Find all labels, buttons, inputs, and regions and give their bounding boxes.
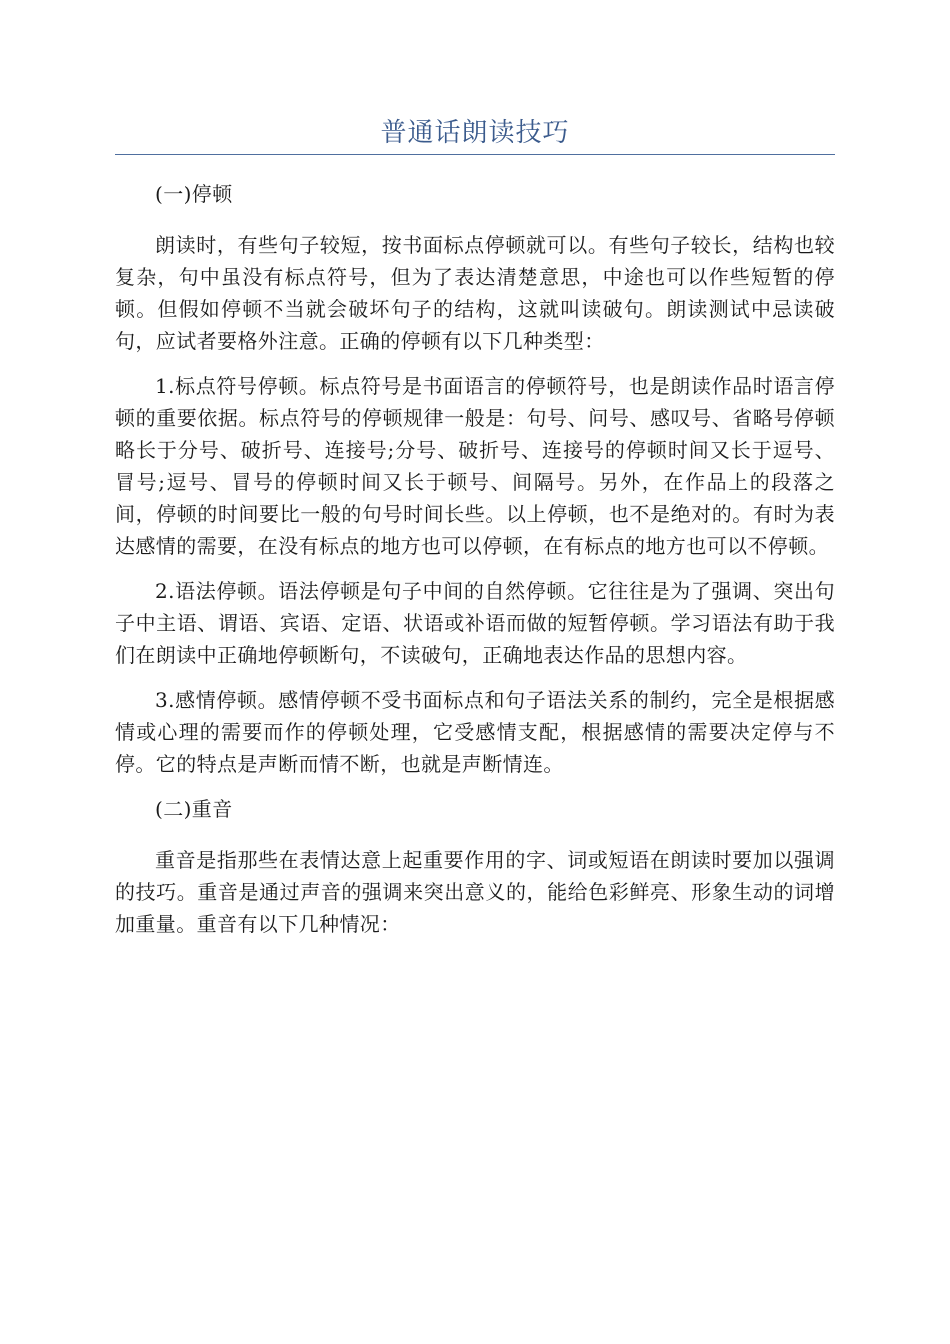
paragraph-stress-intro: 重音是指那些在表情达意上起重要作用的字、词或短语在朗读时要加以强调的技巧。重音是通过声音的强调来突出意义的，能给色彩鲜亮、形象生动的词增加重量。重音有以下几种情况： [115,848,835,936]
section-heading-pause: (一)停顿 [155,182,233,206]
document-title: 普通话朗读技巧 [380,118,570,148]
title-underline [115,154,835,155]
paragraph-punctuation-pause: 1.标点符号停顿。标点符号是书面语言的停顿符号，也是朗读作品时语言停顿的重要依据。标点符号的停顿规律一般是：句号、问号、感叹号、省略号停顿略长于分号、破折号、连接号;分号、破折号、连接号的停顿时间又长于逗号、冒号;逗号、冒号的停顿时间又长于顿号、间隔号。另外，在作品上的段落之间，停顿的时间要比一般的句号时间长些。以上停顿，也不是绝对的。有时为表达感情的需要，在没有标点的地方也可以停顿，在有标点的地方也可以不停顿。 [115,374,835,558]
paragraph-emotion-pause: 3.感情停顿。感情停顿不受书面标点和句子语法关系的制约，完全是根据感情或心理的需要而作的停顿处理，它受感情支配，根据感情的需要决定停与不停。它的特点是声断而情不断，也就是声断情连。 [115,688,835,776]
paragraph-pause-intro: 朗读时，有些句子较短，按书面标点停顿就可以。有些句子较长，结构也较复杂，句中虽没有标点符号，但为了表达清楚意思，中途也可以作些短暂的停顿。但假如停顿不当就会破坏句子的结构，这就叫读破句。朗读测试中忌读破句，应试者要格外注意。正确的停顿有以下几种类型： [115,233,835,353]
document-body [115,178,835,953]
paragraph-grammar-pause: 2.语法停顿。语法停顿是句子中间的自然停顿。它往往是为了强调、突出句子中主语、谓语、宾语、定语、状语或补语而做的短暂停顿。学习语法有助于我们在朗读中正确地停顿断句，不读破句，正确地表达作品的思想内容。 [115,579,835,667]
section-heading-stress: (二)重音 [155,797,233,821]
